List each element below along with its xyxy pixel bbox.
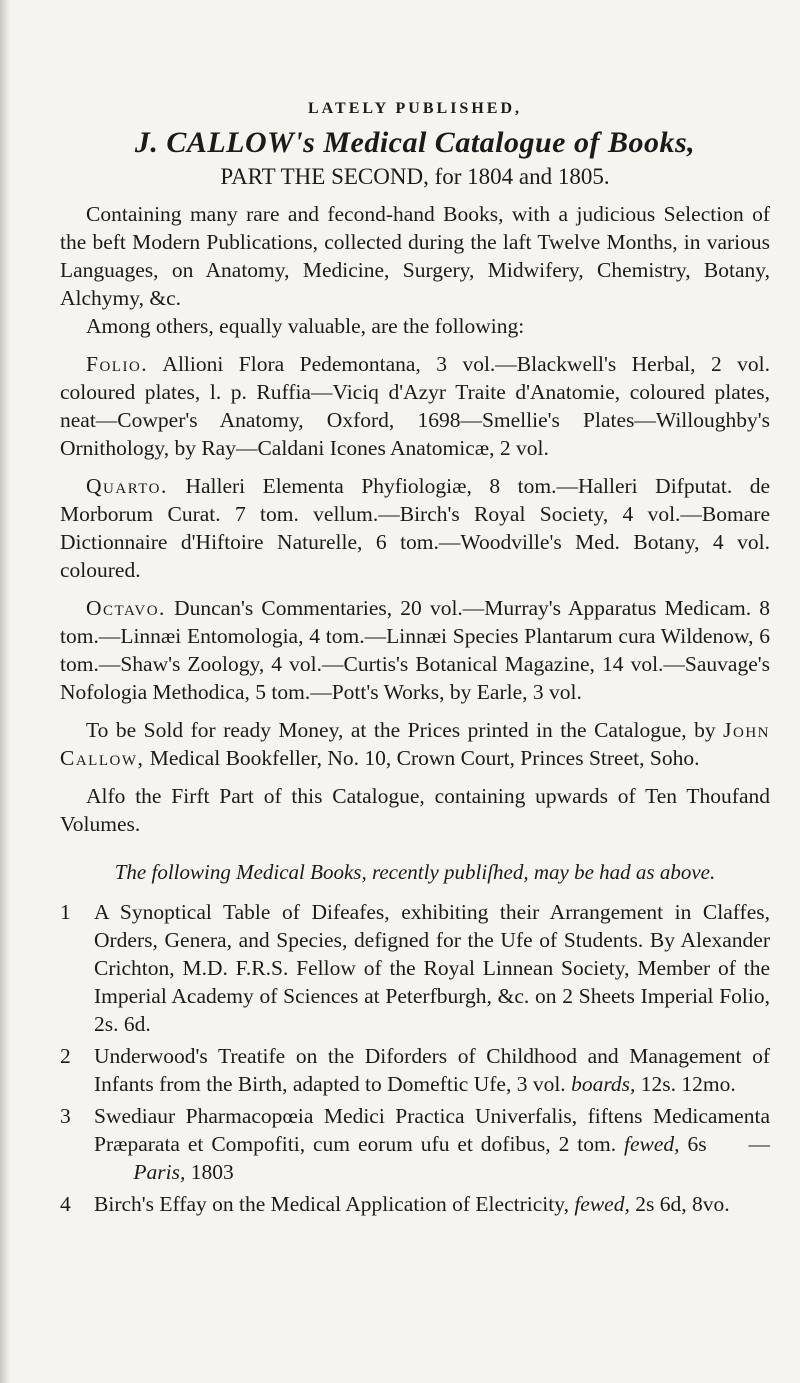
also-paragraph: Alfo the Firft Part of this Catalogue, containing upwards of Ten Thoufand Volumes.: [60, 784, 770, 836]
page-binding-edge: [0, 0, 10, 1383]
among-paragraph: Among others, equally valuable, are the following:: [86, 314, 525, 338]
octavo-text: Duncan's Commentaries, 20 vol.—Murray's Apparatus Medicam. 8 tom.—Linnæi Entomologia, 4 tom.—Linnæi Species Plantarum cura Wildenow, 6 tom.—Shaw's Zoology, 4 vol.—Curtis's Botanical Magazine, 14 vol.—Sauvage's Nofologia Methodica, 5 tom.—Pott's Works, by Earle, 3 vol.: [60, 596, 771, 704]
octavo-paragraph: [60, 594, 770, 706]
sale-before: To be Sold for ready Money, at the Prices printed in the Catalogue, by: [86, 718, 716, 742]
catalogue-title: J. CALLOW's Medical Catalogue of Books,: [134, 126, 696, 159]
sale-paragraph: [60, 716, 770, 772]
item-year: 1803: [190, 1160, 234, 1184]
item-text: A Synoptical Table of Difeafes, exhibiting their Arrangement in Claffes, Orders, Genera, and Species, defigned for the Ufe of Students. By Alexander Crichton, M.D. F.R.S. Fellow of the Royal Linnean Society, Member of the Imperial Academy of Sciences at Peterfburgh, &c. on 2 Sheets Imperial Folio, 2s. 6d.: [94, 900, 770, 1036]
document-body: [60, 100, 770, 1222]
folio-paragraph: [60, 350, 770, 462]
item-binding-style: boards,: [571, 1072, 636, 1096]
item-binding-style: fewed,: [574, 1192, 630, 1216]
octavo-label: Octavo.: [86, 596, 166, 620]
list-heading: The following Medical Books, recently publiſhed, may be had as above.: [114, 860, 716, 884]
item-price: 12s. 12mo.: [640, 1072, 736, 1096]
list-item: [60, 1042, 770, 1098]
kicker-heading: LATELY PUBLISHED,: [307, 100, 522, 117]
catalogue-subtitle: PART THE SECOND, for 1804 and 1805.: [220, 164, 610, 189]
item-text: Swediaur Pharmacopœia Medici Practica Univerfalis, fiftens Medicamenta Præparata et Compofiti, cum eorum ufu et dofibus, 2 tom.: [94, 1104, 770, 1156]
sale-after: Medical Bookfeller, No. 10, Crown Court, Princes Street, Soho.: [149, 746, 700, 770]
item-price: 2s 6d, 8vo.: [635, 1192, 730, 1216]
quarto-paragraph: [60, 472, 770, 584]
item-number: 4: [60, 1192, 71, 1216]
quarto-text: Halleri Elementa Phyfiologiæ, 8 tom.—Halleri Difputat. de Morborum Curat. 7 tom. vellum.—Birch's Royal Society, 4 vol.—Bomare Dictionnaire d'Hiftoire Naturelle, 6 tom.—Woodville's Med. Botany, 4 vol. coloured.: [60, 474, 771, 582]
list-item: [60, 1102, 770, 1186]
item-text: Birch's Effay on the Medical Application of Electricity,: [94, 1192, 569, 1216]
item-text: Underwood's Treatife on the Diforders of Childhood and Management of Infants from the Birth, adapted to Domeftic Ufe, 3 vol.: [94, 1044, 770, 1096]
folio-label: Folio.: [86, 352, 149, 376]
item-dash: —: [748, 1132, 771, 1156]
quarto-label: Quarto.: [86, 474, 168, 498]
bookseller-name: John Callow,: [60, 718, 771, 770]
list-item: [60, 898, 770, 1038]
item-number: 2: [60, 1044, 71, 1068]
book-list: [60, 898, 770, 1218]
item-price: 6s: [687, 1132, 707, 1156]
folio-text: Allioni Flora Pedemontana, 3 vol.—Blackwell's Herbal, 2 vol. coloured plates, l. p. Ruffia—Viciq d'Azyr Traite d'Anatomie, coloured plates, neat—Cowper's Anatomy, Oxford, 1698—Smellie's Plates—Willoughby's Ornithology, by Ray—Caldani Icones Anatomicæ, 2 vol.: [60, 352, 770, 460]
list-item: [60, 1190, 770, 1218]
item-number: 3: [60, 1104, 71, 1128]
item-place: Paris,: [133, 1160, 186, 1184]
intro-paragraph: Containing many rare and fecond-hand Books, with a judicious Selection of the beft Modern Publications, collected during the laft Twelve Months, in various Languages, on Anatomy, Medicine, Surgery, Midwifery, Chemistry, Botany, Alchymy, &c.: [60, 202, 770, 310]
item-number: 1: [60, 900, 71, 924]
item-binding-style: fewed,: [624, 1132, 680, 1156]
